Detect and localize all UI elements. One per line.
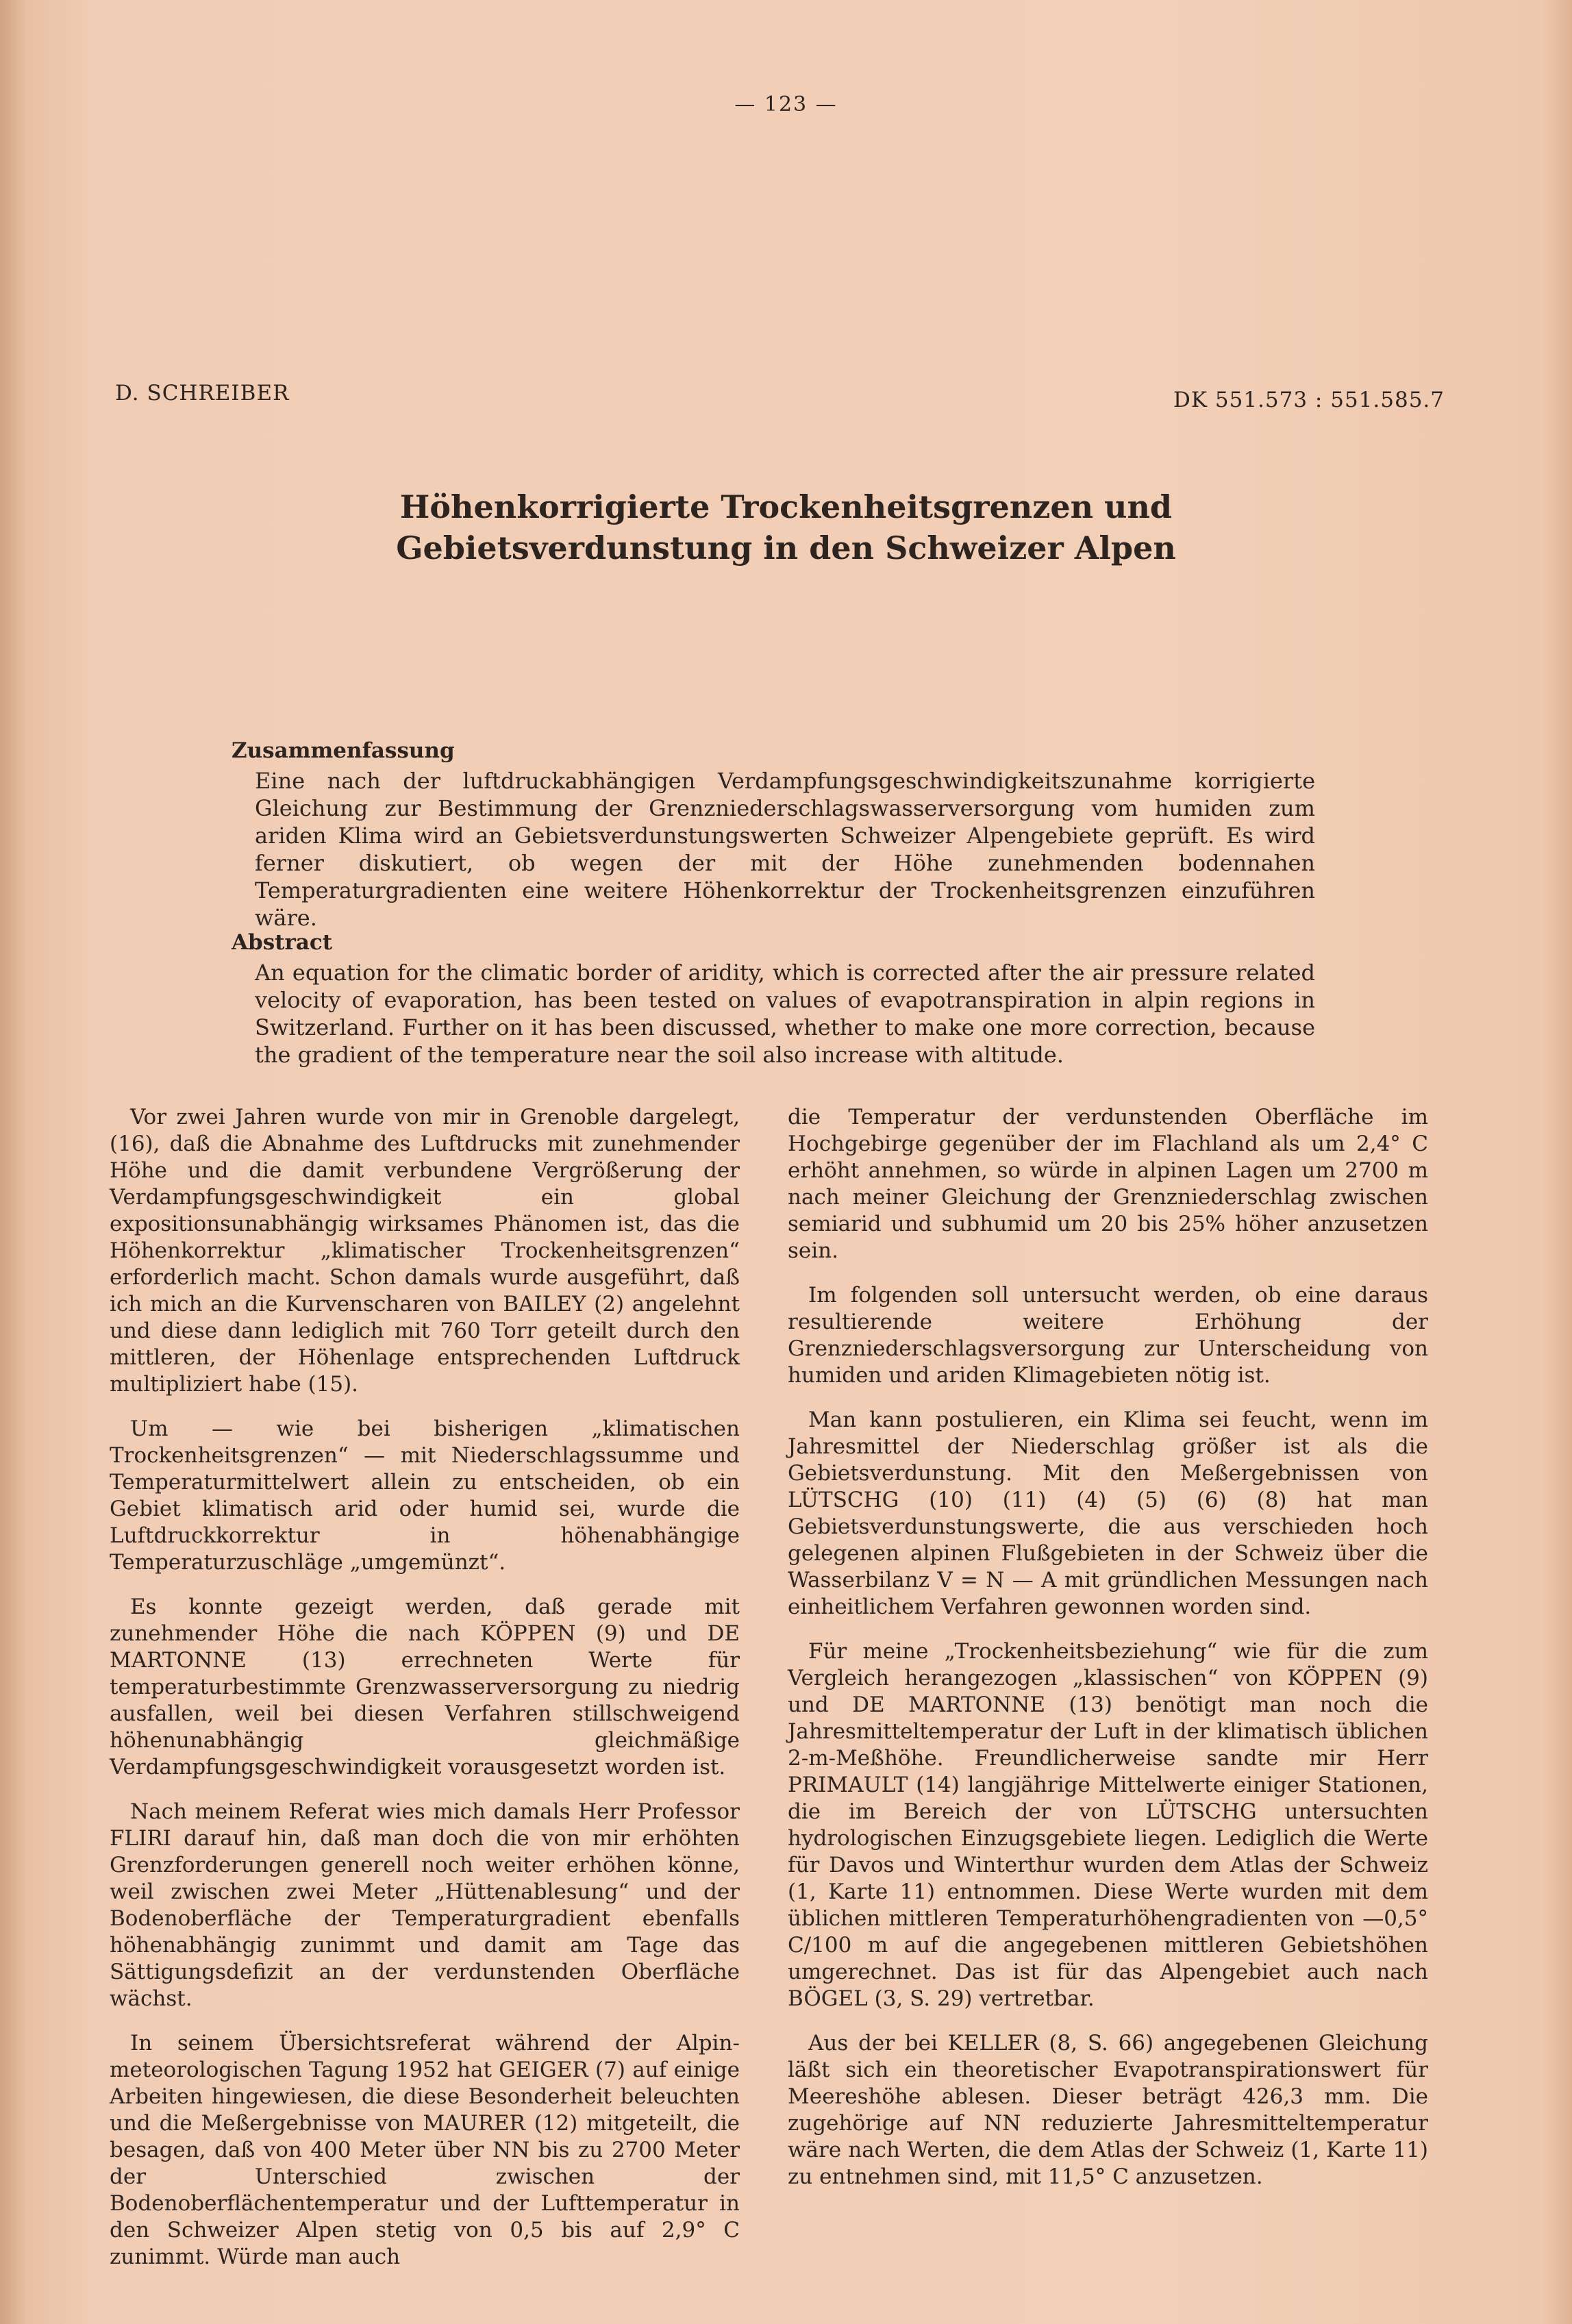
dk-classification: DK 551.573 : 551.585.7	[1173, 388, 1445, 412]
abstract-text: An equation for the climatic border of aridity, which is corrected after the air pressure related velocity of evaporation, has been tested on values of evapotranspiration in alpin regions in Switzerland. Further on it has been discussed, whether to make one more correction, because the gradient of the temperature near the soil also increase with altitude.	[255, 960, 1315, 1068]
body-paragraph: Um — wie bei bisherigen „klimatischen Trockenheitsgrenzen“ — mit Niederschlagssumme und Temperaturmittelwert allein zu entscheiden, ob ein Gebiet klimatisch arid oder humid sei, wurde die Luftdruckkorrektur in höhenabhängige Temperaturzuschläge „umgemünzt“.	[110, 1416, 740, 1575]
body-paragraph: Im folgenden soll untersucht werden, ob eine daraus resultierende weitere Erhöhung der Grenzniederschlagsversorgung zur Unterscheidung von humiden und ariden Klimagebieten nötig ist.	[788, 1283, 1428, 1388]
title-line-2: Gebietsverdunstung in den Schweizer Alpen	[396, 529, 1176, 566]
body-paragraph: die Temperatur der verdunstenden Oberfläche im Hochgebirge gegenüber der im Flachland als um 2,4° C erhöht annehmen, so würde in alpinen Lagen um 2700 m nach meiner Gleichung der Grenzniederschlag zwischen semiarid und subhumid um 20 bis 25% höher anzusetzen sein.	[788, 1105, 1428, 1263]
body-paragraph: Aus der bei KELLER (8, S. 66) angegebenen Gleichung läßt sich ein theoretischer Evapotranspirationswert für Meereshöhe ablesen. Dieser beträgt 426,3 mm. Die zugehörige auf NN reduzierte Jahresmitteltemperatur wäre nach Werten, die dem Atlas der Schweiz (1, Karte 11) zu entnehmen sind, mit 11,5° C anzusetzen.	[788, 2031, 1428, 2189]
zusammenfassung-section	[232, 737, 1315, 932]
zusammenfassung-heading: Zusammenfassung	[232, 738, 455, 763]
abstract-heading: Abstract	[232, 930, 333, 955]
body-paragraph: In seinem Übersichtsreferat während der Alpin-meteorologischen Tagung 1952 hat GEIGER (7) auf einige Arbeiten hingewiesen, die diese Besonderheit beleuchten und die Meßergebnisse von MAURER (12) mitgeteilt, die besagen, daß von 400 Meter über NN bis zu 2700 Meter der Unterschied zwischen der Bodenoberflächentemperatur und der Lufttemperatur in den Schweizer Alpen stetig von 0,5 bis auf 2,9° C zunimmt. Würde man auch	[110, 2031, 740, 2269]
body-paragraph: Vor zwei Jahren wurde von mir in Grenoble dargelegt, (16), daß die Abnahme des Luftdrucks mit zunehmender Höhe und die damit verbundene Vergrößerung der Verdampfungsgeschwindigkeit ein global expositionsunabhängig wirksames Phänomen ist, das die Höhenkorrektur „klimatischer Trockenheitsgrenzen“ erforderlich macht. Schon damals wurde ausgeführt, daß ich mich an die Kurvenscharen von BAILEY (2) angelehnt und diese dann lediglich mit 760 Torr geteilt durch den mittleren, der Höhenlage entsprechenden Luftdruck multipliziert habe (15).	[110, 1105, 740, 1397]
body-paragraph: Nach meinem Referat wies mich damals Herr Professor FLIRI darauf hin, daß man doch die von mir erhöhten Grenzforderungen generell noch weiter erhöhen könne, weil zwischen zwei Meter „Hüttenablesung“ und der Bodenoberfläche der Temperaturgradient ebenfalls höhenabhängig zunimmt und damit am Tage das Sättigungsdefizit an der verdunstenden Oberfläche wächst.	[110, 1799, 740, 2011]
abstract-section	[232, 929, 1315, 1069]
right-column	[788, 1104, 1428, 2208]
left-column	[110, 1104, 740, 2288]
body-paragraph: Es konnte gezeigt werden, daß gerade mit zunehmender Höhe die nach KÖPPEN (9) und DE MARTONNE (13) errechneten Werte für temperaturbestimmte Grenzwasserversorgung zu niedrig ausfallen, weil bei diesen Verfahren stillschweigend höhenunabhängig gleichmäßige Verdampfungsgeschwindigkeit vorausgesetzt worden ist.	[110, 1595, 740, 1779]
page-number: — 123 —	[734, 92, 838, 116]
paper-title	[0, 486, 1572, 568]
body-paragraph: Für meine „Trockenheitsbeziehung“ wie für die zum Vergleich herangezogen „klassischen“ von KÖPPEN (9) und DE MARTONNE (13) benötigt man noch die Jahresmitteltemperatur der Luft in der klimatisch üblichen 2-m-Meßhöhe. Freundlicherweise sandte mir Herr PRIMAULT (14) langjährige Mittelwerte einiger Stationen, die im Bereich der von LÜTSCHG untersuchten hydrologischen Einzugsgebiete liegen. Lediglich die Werte für Davos und Winterthur wurden dem Atlas der Schweiz (1, Karte 11) entnommen. Diese Werte wurden mit dem üblichen mittleren Temperaturhöhengradienten von —0,5° C/100 m auf die angegebenen mittleren Gebietshöhen umgerechnet. Das ist für das Alpengebiet auch nach BÖGEL (3, S. 29) vertretbar.	[788, 1639, 1428, 2011]
zusammenfassung-text: Eine nach der luftdruckabhängigen Verdampfungsgeschwindigkeitszunahme korrigierte Gleichung zur Bestimmung der Grenzniederschlagswasserversorgung vom humiden zum ariden Klima wird an Gebietsverdunstungswerten Schweizer Alpengebiete geprüft. Es wird ferner diskutiert, ob wegen der mit der Höhe zunehmenden bodennahen Temperaturgradienten eine weitere Höhenkorrektur der Trockenheitsgrenzen einzuführen wäre.	[255, 768, 1315, 931]
author-name: D. SCHREIBER	[115, 381, 290, 405]
body-paragraph: Man kann postulieren, ein Klima sei feucht, wenn im Jahresmittel der Niederschlag größer ist als die Gebietsverdunstung. Mit den Meßergebnissen von LÜTSCHG (10) (11) (4) (5) (6) (8) hat man Gebietsverdunstungswerte, die aus verschieden hoch gelegenen alpinen Flußgebieten in der Schweiz über die Wasserbilanz V = N — A mit gründlichen Messungen nach einheitlichem Verfahren gewonnen worden sind.	[788, 1408, 1428, 1619]
title-line-1: Höhenkorrigierte Trockenheitsgrenzen und	[399, 488, 1173, 525]
